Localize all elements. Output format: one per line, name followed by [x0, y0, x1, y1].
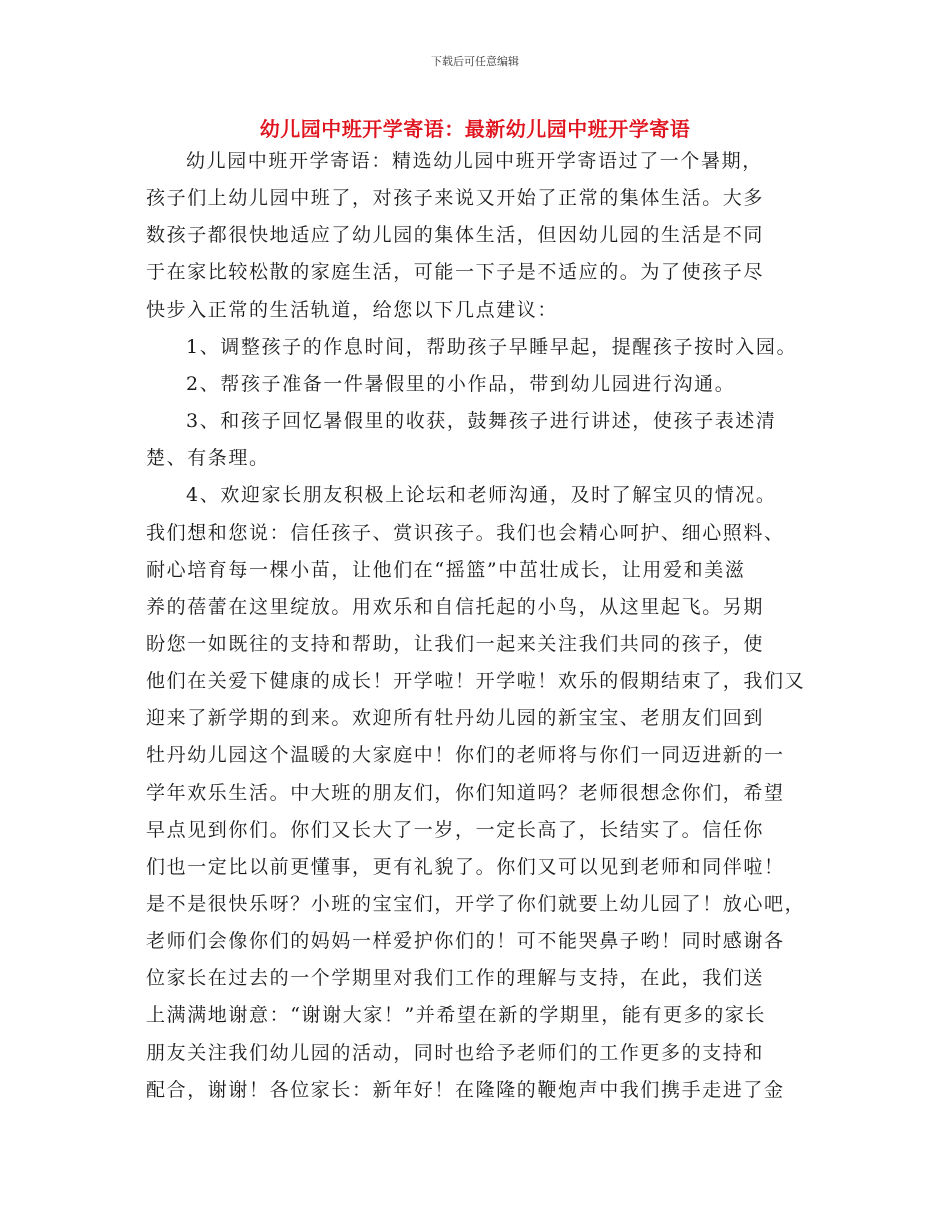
paragraph-first-line: 1、调整孩子的作息时间，帮助孩子早睡早起，提醒孩子按时入园。 — [186, 335, 798, 358]
paragraph-line: 耐心培育每一棵小苗，让他们在“摇篮”中茁壮成长，让用爱和美滋 — [146, 558, 746, 581]
paragraph-line: 楚、有条理。 — [146, 447, 270, 470]
paragraph-line: 迎来了新学期的到来。欢迎所有牡丹幼儿园的新宝宝、老朋友们回到 — [146, 707, 765, 730]
paragraph-line: 我们想和您说：信任孩子、赏识孩子。我们也会精心呵护、细心照料、 — [146, 521, 785, 544]
paragraph-line: 配合，谢谢！各位家长：新年好！在隆隆的鞭炮声中我们携手走进了金 — [146, 1078, 785, 1101]
document-title: 幼儿园中班开学寄语：最新幼儿园中班开学寄语 — [259, 117, 691, 141]
paragraph-line: 他们在关爱下健康的成长！开学啦！开学啦！欢乐的假期结束了，我们又 — [146, 670, 806, 693]
paragraph-line: 位家长在过去的一个学期里对我们工作的理解与支持，在此，我们送 — [146, 967, 765, 990]
paragraph-line: 上满满地谢意：“谢谢大家！”并希望在新的学期里，能有更多的家长 — [146, 1004, 767, 1027]
paragraph-first-line: 2、帮孩子准备一件暑假里的小作品，带到幼儿园进行沟通。 — [186, 372, 736, 395]
paragraph-line: 学年欢乐生活。中大班的朋友们，你们知道吗？老师很想念你们，希望 — [146, 781, 785, 804]
page-header-note: 下载后可任意编辑 — [431, 55, 519, 68]
paragraph-line: 养的蓓蕾在这里绽放。用欢乐和自信托起的小鸟，从这里起飞。另期 — [146, 595, 765, 618]
paragraph-line: 朋友关注我们幼儿园的活动，同时也给予老师们的工作更多的支持和 — [146, 1041, 765, 1064]
paragraph-line: 早点见到你们。你们又长大了一岁，一定长高了，长结实了。信任你 — [146, 818, 765, 841]
paragraph-first-line: 4、欢迎家长朋友积极上论坛和老师沟通，及时了解宝贝的情况。 — [186, 484, 777, 507]
paragraph-line: 盼您一如既往的支持和帮助，让我们一起来关注我们共同的孩子，使 — [146, 632, 765, 655]
paragraph-line: 老师们会像你们的妈妈一样爱护你们的！可不能哭鼻子哟！同时感谢各 — [146, 930, 785, 953]
paragraph-line: 是不是很快乐呀？小班的宝宝们，开学了你们就要上幼儿园了！放心吧， — [146, 893, 806, 915]
paragraph-first-line: 幼儿园中班开学寄语：精选幼儿园中班开学寄语过了一个暑期， — [186, 150, 763, 172]
paragraph-line: 数孩子都很快地适应了幼儿园的集体生活，但因幼儿园的生活是不同 — [146, 224, 765, 247]
paragraph-line: 于在家比较松散的家庭生活，可能一下子是不适应的。为了使孩子尽 — [146, 261, 765, 284]
paragraph-line: 们也一定比以前更懂事，更有礼貌了。你们又可以见到老师和同伴啦！ — [146, 855, 785, 878]
paragraph-line: 牡丹幼儿园这个温暖的大家庭中！你们的老师将与你们一同迈进新的一 — [146, 744, 785, 767]
paragraph-line: 快步入正常的生活轨道，给您以下几点建议： — [146, 298, 559, 321]
paragraph-first-line: 3、和孩子回忆暑假里的收获，鼓舞孩子进行讲述，使孩子表述清 — [186, 410, 777, 433]
paragraph-line: 孩子们上幼儿园中班了，对孩子来说又开始了正常的集体生活。大多 — [146, 187, 765, 210]
